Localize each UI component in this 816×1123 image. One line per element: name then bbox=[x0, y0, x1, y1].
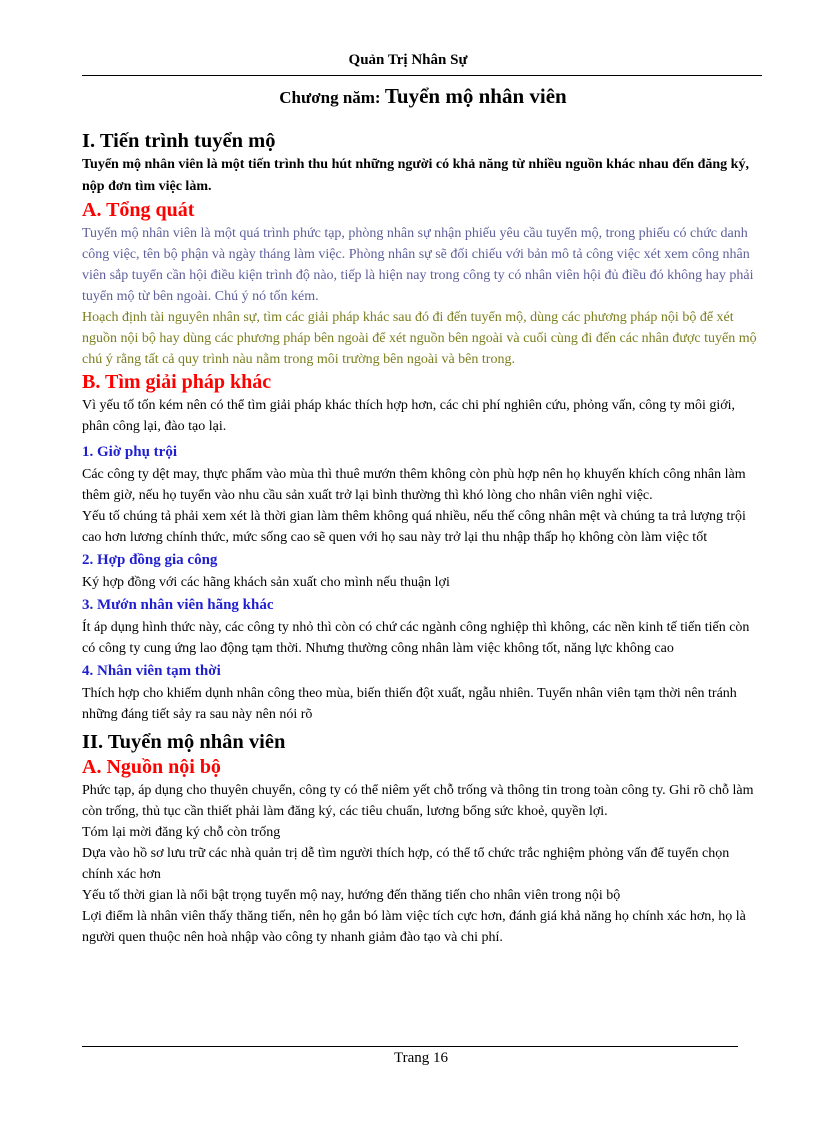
section-2a-paragraph-4: Yếu tố thời gian là nổi bật trọng tuyển mộ nay, hướng đến thăng tiến cho nhân viên trong nội bộ bbox=[82, 888, 621, 903]
section-2a-paragraph-3: Dựa vào hồ sơ lưu trữ các nhà quản trị dễ tìm người thích hợp, có thể tổ chức trắc nghiệm phỏng vấn để tuyển chọn chính xác hơn bbox=[82, 846, 730, 882]
chapter-title bbox=[0, 84, 816, 109]
section-2a-paragraph-5: Lợi điểm là nhân viên thấy thăng tiến, nên họ gắn bó làm việc tích cực hơn, đánh giá khả năng họ chính xác hơn, họ là người quen thuộc nên hoà nhập vào công ty nhanh giảm đào tạo và chi phí. bbox=[82, 909, 746, 945]
section-1-heading: I. Tiến trình tuyển mộ bbox=[82, 130, 276, 152]
chapter-name: Tuyển mộ nhân viên bbox=[384, 84, 567, 108]
footer-divider bbox=[82, 1046, 738, 1047]
subsection-temporary-staff-paragraph: Thích hợp cho khiếm dụnh nhân công theo mùa, biến thiến đột xuất, ngẫu nhiên. Tuyển nhân viên tạm thời nên tránh những đáng tiết sảy ra sau này nên nói rõ bbox=[82, 686, 737, 722]
section-2a-paragraph-2: Tóm lại mời đăng ký chỗ còn trống bbox=[82, 825, 281, 840]
section-2-heading: II. Tuyển mộ nhân viên bbox=[82, 731, 286, 753]
section-1a-paragraph-2: Hoạch định tài nguyên nhân sự, tìm các giải pháp khác sau đó đi đến tuyển mộ, dùng các phương pháp nội bộ để xét nguồn nội bộ hay dùng các phương pháp bên ngoài để xét nguồn bên ngoài và cuối cùng đi đến các nhân được tuyển mộ chú ý rằng tất cả quy trình nàu nằm trong môi trường bên ngoài và bên trong. bbox=[82, 310, 757, 367]
subsection-overtime-heading: 1. Giờ phụ trội bbox=[82, 444, 177, 460]
section-2a-paragraph-1: Phức tạp, áp dụng cho thuyên chuyển, công ty có thể niêm yết chỗ trống và thông tin trong toàn công ty. Ghi rõ chỗ làm còn trống, thủ tục cần thiết phải làm đăng ký, các tiêu chuẩn, lương bổng sức khoẻ, quyền lợi. bbox=[82, 783, 754, 819]
subsection-temporary-staff-heading: 4. Nhân viên tạm thời bbox=[82, 663, 221, 679]
section-1b-heading: B. Tìm giải pháp khác bbox=[82, 371, 272, 393]
chapter-prefix: Chương năm: bbox=[279, 88, 385, 107]
section-2a-heading: A. Nguồn nội bộ bbox=[82, 756, 221, 778]
subsection-outsourcing-paragraph: Ký hợp đồng với các hãng khách sản xuất cho mình nếu thuận lợi bbox=[82, 575, 450, 590]
header-divider bbox=[82, 75, 762, 76]
section-1a-heading: A. Tổng quát bbox=[82, 199, 195, 221]
section-1-intro: Tuyển mộ nhân viên là một tiến trình thu hút những người có khả năng từ nhiều nguồn khác nhau đến đăng ký, nộp đơn tìm việc làm. bbox=[82, 157, 749, 194]
subsection-outsourcing-heading: 2. Hợp đồng gia công bbox=[82, 552, 218, 568]
subsection-leased-staff-paragraph: Ít áp dụng hình thức này, các công ty nhỏ thì còn có chứ các ngành công nghiệp thì không, các nền kinh tế tiến tiến còn có công ty cung ứng lao động tạm thời. Nhưng thường công nhân làm việc không tốt, năng lực không cao bbox=[82, 620, 750, 656]
subsection-overtime-paragraph-2: Yếu tố chúng tả phải xem xét là thời gian làm thêm không quá nhiều, nếu thế công nhân mệt và chúng ta trả lượng trội cao hơn lương chính thức, mức sống cao sẽ quen với họ sau này trở lại thu nhập thấp họ không còn làm việc tốt bbox=[82, 509, 746, 545]
subsection-overtime-paragraph-1: Các công ty dệt may, thực phẩm vào mùa thì thuê mướn thêm không còn phù hợp nên họ khuyến khích công nhân làm thêm giờ, nếu họ tuyển vào nhu cầu sản xuất trở lại bình thường thì khó lòng cho nhân viên nghỉ việc. bbox=[82, 467, 746, 503]
page-number: Trang 16 bbox=[393, 1050, 449, 1066]
page-header-title: Quản Trị Nhân Sự bbox=[348, 52, 468, 68]
document-body bbox=[82, 128, 762, 948]
subsection-leased-staff-heading: 3. Mướn nhân viên hãng khác bbox=[82, 597, 274, 613]
section-1b-paragraph: Vì yếu tố tốn kém nên có thể tìm giải pháp khác thích hợp hơn, các chi phí nghiên cứu, phỏng vấn, công ty môi giới, phân công lại, đào tạo lại. bbox=[82, 398, 736, 434]
section-1a-paragraph-1: Tuyển mộ nhân viên là một quá trình phức tạp, phòng nhân sự nhận phiếu yêu cầu tuyển mộ, trong phiếu có chức danh công việc, tên bộ phận và ngày tháng làm việc. Phòng nhân sự sẽ đối chiếu với bản mô tả công việc xét xem công nhân viên sắp tuyển cần hội điều kiện trình độ nào, tiếp là hiện nay trong công ty có nhân viên hội đủ điều đó không hay phải tuyển mộ từ bên ngoài. Chú ý nó tốn kém. bbox=[82, 226, 754, 304]
